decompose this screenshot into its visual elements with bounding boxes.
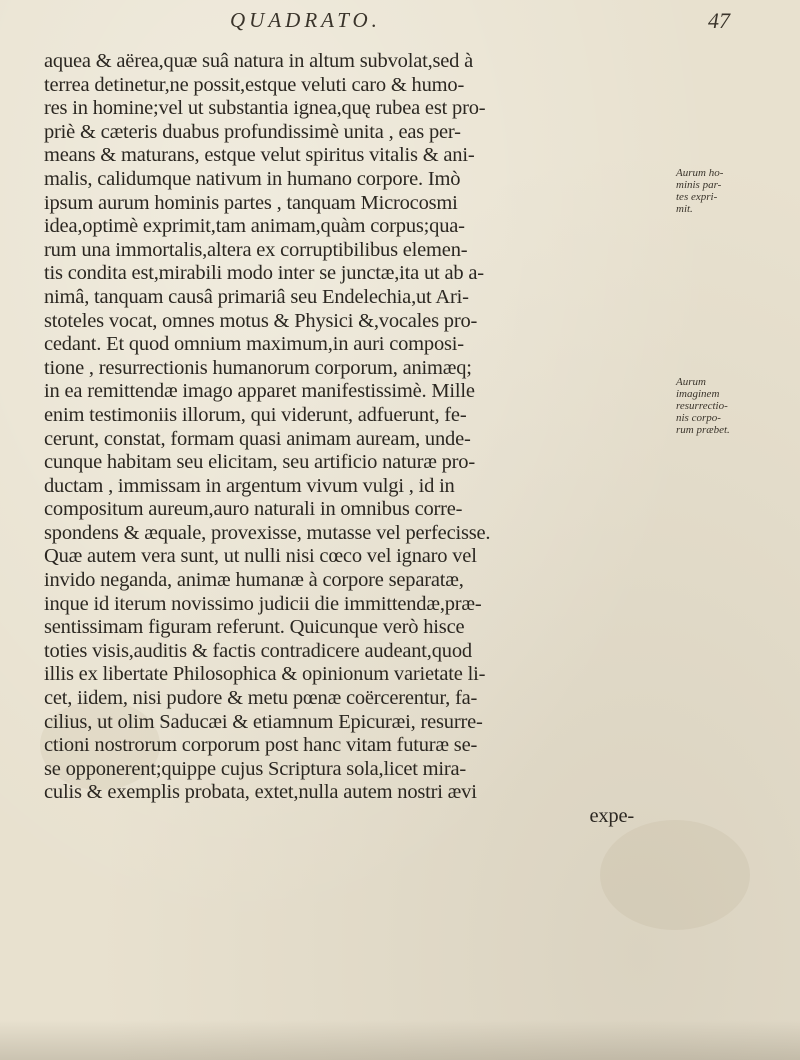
margin-note-line: rum præbet. [676, 424, 730, 436]
text-line: spondens & æquale, provexisse, mutasse vel perfecisse. [44, 521, 491, 544]
text-line: idea,optimè exprimit,tam animam,quàm corpus;qua- [44, 215, 465, 238]
text-line: culis & exemplis probata, extet,nulla autem nostri ævi [44, 781, 477, 804]
text-line: in ea remittendæ imago apparet manifestissimè. Mille [44, 380, 475, 403]
text-line: illis ex libertate Philosophica & opinionum varietate li- [44, 663, 486, 686]
text-line: ctioni nostrorum corporum post hanc vitam futuræ se- [44, 734, 478, 757]
paper-stain [600, 820, 750, 930]
running-head: QUADRATO. [230, 8, 381, 32]
text-line: se opponerent;quippe cujus Scriptura sola,licet mira- [44, 757, 467, 780]
text-line: toties visis,auditis & factis contradicere audeant,quod [44, 639, 472, 662]
page-number: 47 [708, 8, 730, 33]
margin-note [676, 167, 786, 215]
margin-note-line: resurrectio- [676, 400, 728, 412]
text-line: means & maturans, estque velut spiritus vitalis & ani- [44, 144, 475, 167]
text-line: stoteles vocat, omnes motus & Physici &,vocales pro- [44, 309, 478, 332]
margin-note-line: imaginem [676, 388, 720, 400]
margin-note-line: nis corpo- [676, 412, 721, 424]
text-line: tione , resurrectionis humanorum corporum, animæq; [44, 356, 472, 379]
text-line: malis, calidumque nativum in humano corpore. Imò [44, 167, 461, 190]
text-line: ipsum aurum hominis partes , tanquam Microcosmi [44, 191, 458, 214]
text-line: inque id iterum novissimo judicii die immittendæ,præ- [44, 592, 482, 615]
text-line: enim testimoniis illorum, qui viderunt, adfuerunt, fe- [44, 403, 467, 426]
text-line: cilius, ut olim Saducæi & etiamnum Epicuræi, resurre- [44, 710, 483, 733]
body-text [44, 50, 656, 829]
text-line: terrea detinetur,ne possit,estque veluti caro & humo- [44, 73, 465, 96]
text-line: cet, iidem, nisi pudore & metu pœnæ coërcerentur, fa- [44, 687, 478, 710]
margin-note-line: tes expri- [676, 191, 718, 203]
text-line: invido neganda, animæ humanæ à corpore separatæ, [44, 569, 464, 592]
text-line: priè & cæteris duabus profundissimè unita , eas per- [44, 120, 461, 143]
margin-note-line: Aurum [676, 376, 706, 388]
text-line: tis condita est,mirabili modo inter se junctæ,ita ut ab a- [44, 262, 484, 285]
text-line: cedant. Et quod omnium maximum,in auri composi- [44, 333, 464, 356]
text-line: sentissimam figuram referunt. Quicunque verò hisce [44, 616, 465, 639]
text-line: nimâ, tanquam causâ primariâ seu Endelechia,ut Ari- [44, 285, 469, 308]
margin-note-line: mit. [676, 203, 693, 215]
catchword: expe- [589, 805, 634, 827]
text-line: cerunt, constat, formam quasi animam auream, unde- [44, 427, 471, 450]
text-line: ductam , immissam in argentum vivum vulgi , id in [44, 474, 455, 497]
text-line: cunque habitam seu elicitam, seu artificio naturæ pro- [44, 451, 475, 474]
margin-note-line: minis par- [676, 179, 722, 191]
text-line: rum una immortalis,altera ex corruptibilibus elemen- [44, 238, 468, 261]
text-line: aquea & aërea,quæ suâ natura in altum subvolat,sed à [44, 50, 474, 72]
text-line: Quæ autem vera sunt, ut nulli nisi cœco vel ignaro vel [44, 545, 477, 568]
page-header [150, 8, 730, 38]
text-line: res in homine;vel ut substantia ignea,quę rubea est pro- [44, 97, 486, 120]
text-line: compositum aureum,auro naturali in omnibus corre- [44, 498, 463, 521]
margin-note-line: Aurum ho- [676, 167, 724, 179]
margin-note [676, 376, 786, 436]
